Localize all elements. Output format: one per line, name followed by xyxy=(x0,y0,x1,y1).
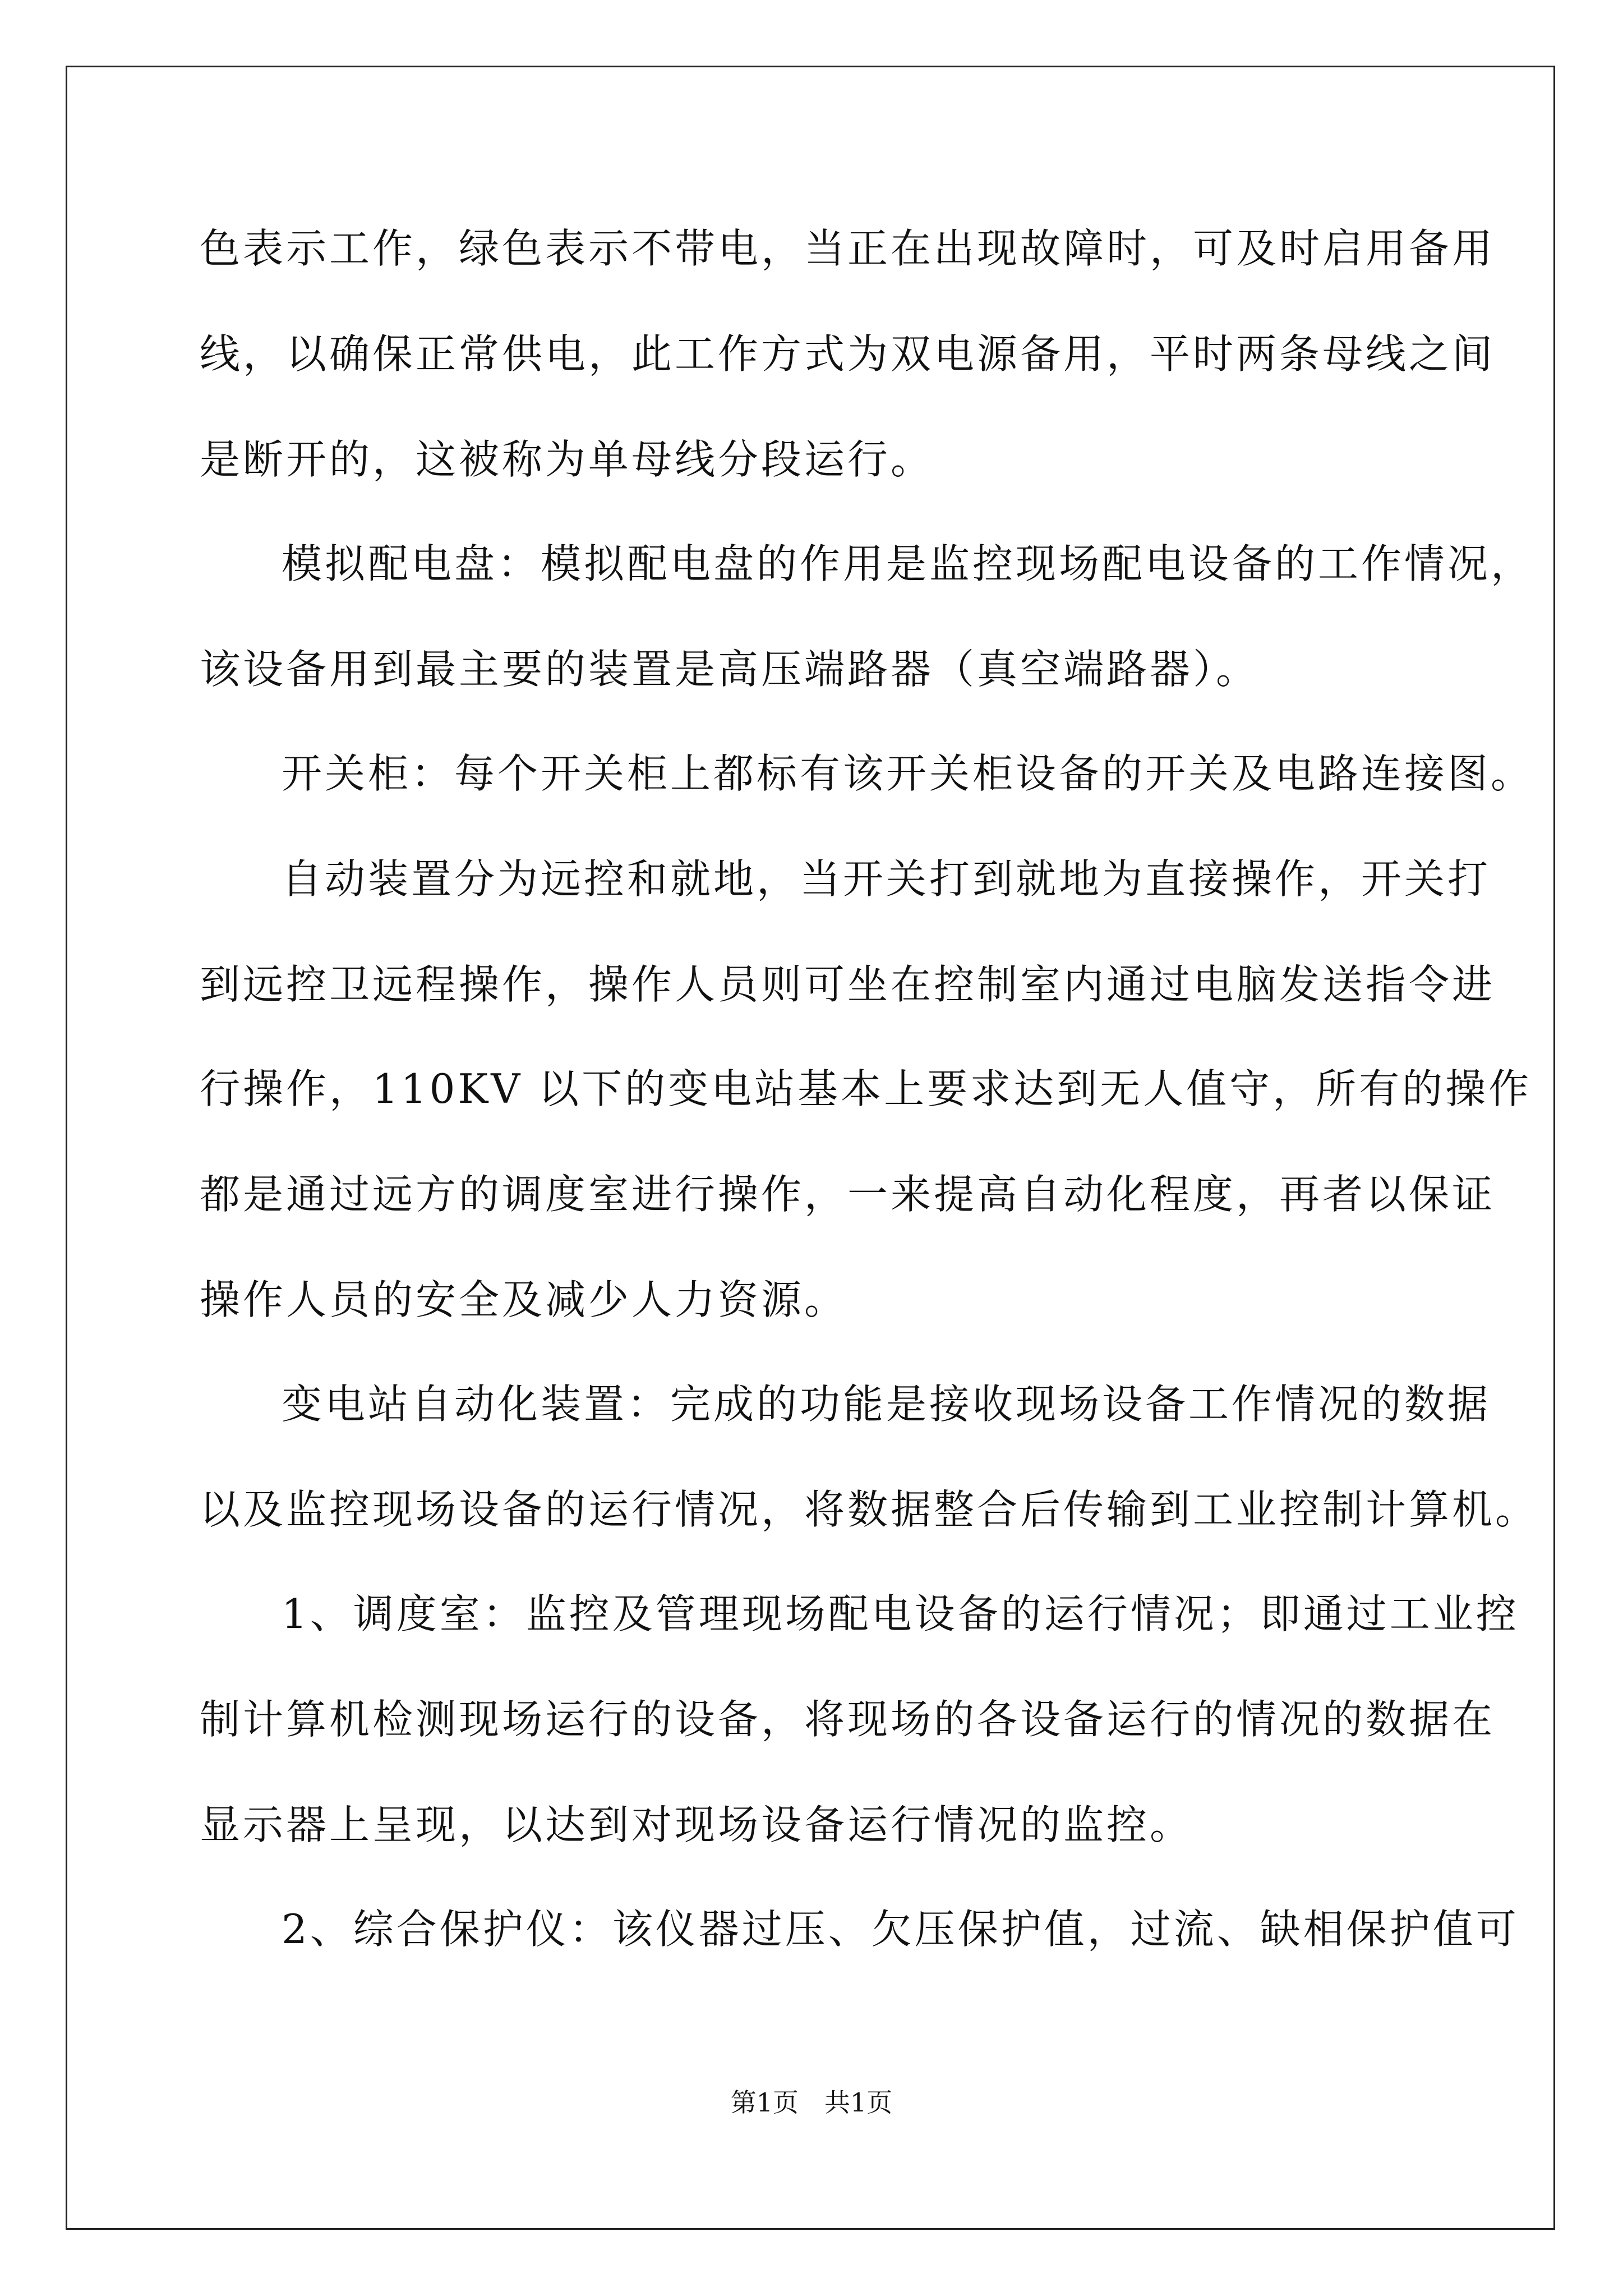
paragraph-start-line: 自动装置分为远控和就地，当开关打到就地为直接操作，开关打 xyxy=(282,855,1491,903)
text-line: 色表示工作，绿色表示不带电，当正在出现故障时，可及时启用备用 xyxy=(200,225,1496,272)
text-line: 到远控卫远程操作，操作人员则可坐在控制室内通过电脑发送指令进 xyxy=(200,961,1496,1008)
text-line: 操作人员的安全及减少人力资源。 xyxy=(200,1276,848,1323)
text-line: 以及监控现场设备的运行情况，将数据整合后传输到工业控制计算机。 xyxy=(200,1486,1539,1533)
paragraph-start-line: 变电站自动化装置：完成的功能是接收现场设备工作情况的数据 xyxy=(282,1381,1491,1428)
paragraph-start-line: 模拟配电盘：模拟配电盘的作用是监控现场配电设备的工作情况， xyxy=(282,540,1534,587)
paragraph-start-line: 1、调度室：监控及管理现场配电设备的运行情况；即通过工业控 xyxy=(282,1590,1519,1637)
text-line: 是断开的，这被称为单母线分段运行。 xyxy=(200,436,934,483)
page-total: 共1页 xyxy=(824,2087,893,2118)
page-number: 第1页 xyxy=(730,2087,799,2118)
paragraph-start-line: 开关柜：每个开关柜上都标有该开关柜设备的开关及电路连接图。 xyxy=(282,750,1534,797)
text-line: 线，以确保正常供电，此工作方式为双电源备用，平时两条母线之间 xyxy=(200,330,1496,378)
text-line: 显示器上呈现，以达到对现场设备运行情况的监控。 xyxy=(200,1801,1193,1848)
text-line: 制计算机检测现场运行的设备，将现场的各设备运行的情况的数据在 xyxy=(200,1696,1496,1743)
text-line: 都是通过远方的调度室进行操作，一来提高自动化程度，再者以保证 xyxy=(200,1171,1496,1218)
page-footer xyxy=(0,2086,1623,2119)
text-line: 该设备用到最主要的装置是高压端路器（真空端路器）。 xyxy=(200,646,1260,693)
paragraph-start-line: 2、综合保护仪：该仪器过压、欠压保护值，过流、缺相保护值可 xyxy=(282,1906,1519,1953)
text-line: 行操作，110KV 以下的变电站基本上要求达到无人值守，所有的操作 xyxy=(200,1065,1532,1112)
